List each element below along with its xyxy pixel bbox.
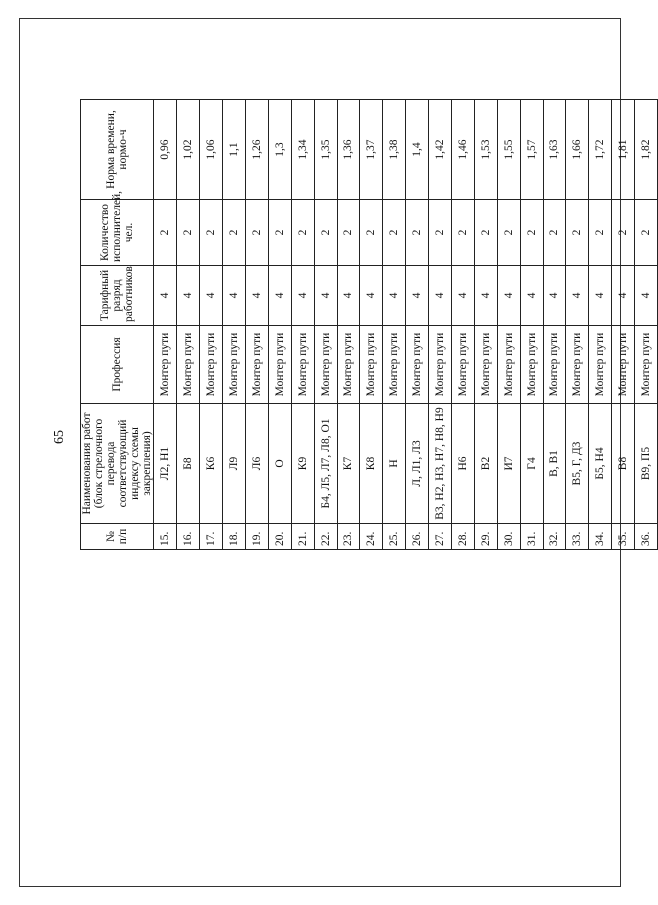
grade-cell: 4 [291, 266, 314, 326]
row-number-cell: 36. [635, 524, 658, 550]
work-name-cell: И7 [497, 404, 520, 524]
workers-cell: 2 [291, 200, 314, 266]
norm-time-cell: 1,57 [520, 100, 543, 200]
profession-cell: Монтер пути [451, 326, 474, 404]
row-number-cell: 32. [543, 524, 566, 550]
norms-table [80, 99, 658, 550]
row-number-cell: 34. [589, 524, 612, 550]
table-row [474, 100, 497, 550]
profession-cell: Монтер пути [245, 326, 268, 404]
norm-time-cell: 1,34 [291, 100, 314, 200]
norm-time-cell: 1,26 [245, 100, 268, 200]
workers-cell: 2 [177, 200, 200, 266]
profession-cell: Монтер пути [543, 326, 566, 404]
norm-time-cell: 1,38 [383, 100, 406, 200]
workers-cell: 2 [406, 200, 429, 266]
work-name-cell: В2 [474, 404, 497, 524]
table-row [268, 100, 291, 550]
grade-cell: 4 [589, 266, 612, 326]
workers-cell: 2 [360, 200, 383, 266]
workers-cell: 2 [589, 200, 612, 266]
grade-cell: 4 [314, 266, 337, 326]
profession-cell: Монтер пути [154, 326, 177, 404]
profession-cell: Монтер пути [200, 326, 223, 404]
header-grade: Тарифный разряд работников [81, 266, 154, 326]
table-row [635, 100, 658, 550]
norms-table-container [80, 100, 658, 550]
work-name-cell: Н [383, 404, 406, 524]
table-row [245, 100, 268, 550]
norm-time-cell: 1,46 [451, 100, 474, 200]
profession-cell: Монтер пути [291, 326, 314, 404]
table-row [200, 100, 223, 550]
norm-time-cell: 0,96 [154, 100, 177, 200]
workers-cell: 2 [566, 200, 589, 266]
grade-cell: 4 [200, 266, 223, 326]
table-row [360, 100, 383, 550]
table-row [383, 100, 406, 550]
profession-cell: Монтер пути [566, 326, 589, 404]
workers-cell: 2 [314, 200, 337, 266]
grade-cell: 4 [337, 266, 360, 326]
workers-cell: 2 [474, 200, 497, 266]
norm-time-cell: 1,02 [177, 100, 200, 200]
profession-cell: Монтер пути [612, 326, 635, 404]
work-name-cell: К8 [360, 404, 383, 524]
table-header-row [81, 100, 154, 550]
work-name-cell: Б8 [177, 404, 200, 524]
grade-cell: 4 [429, 266, 452, 326]
grade-cell: 4 [177, 266, 200, 326]
norm-time-cell: 1,35 [314, 100, 337, 200]
header-workers: Количество исполнителей, чел. [81, 200, 154, 266]
work-name-cell: Л9 [223, 404, 246, 524]
norm-time-cell: 1,55 [497, 100, 520, 200]
header-profession: Профессия [81, 326, 154, 404]
norm-time-cell: 1,06 [200, 100, 223, 200]
norm-time-cell: 1,81 [612, 100, 635, 200]
profession-cell: Монтер пути [177, 326, 200, 404]
work-name-cell: Н6 [451, 404, 474, 524]
table-row [520, 100, 543, 550]
grade-cell: 4 [497, 266, 520, 326]
row-number-cell: 19. [245, 524, 268, 550]
work-name-cell: К6 [200, 404, 223, 524]
work-name-cell: В, В1 [543, 404, 566, 524]
workers-cell: 2 [200, 200, 223, 266]
norm-time-cell: 1,72 [589, 100, 612, 200]
table-row [406, 100, 429, 550]
table-row [154, 100, 177, 550]
grade-cell: 4 [543, 266, 566, 326]
norm-time-cell: 1,66 [566, 100, 589, 200]
work-name-cell: Л2, Н1 [154, 404, 177, 524]
row-number-cell: 20. [268, 524, 291, 550]
profession-cell: Монтер пути [589, 326, 612, 404]
workers-cell: 2 [268, 200, 291, 266]
grade-cell: 4 [566, 266, 589, 326]
norm-time-cell: 1,4 [406, 100, 429, 200]
table-row [314, 100, 337, 550]
profession-cell: Монтер пути [474, 326, 497, 404]
row-number-cell: 22. [314, 524, 337, 550]
grade-cell: 4 [360, 266, 383, 326]
header-num: № п/п [81, 524, 154, 550]
grade-cell: 4 [612, 266, 635, 326]
grade-cell: 4 [406, 266, 429, 326]
row-number-cell: 31. [520, 524, 543, 550]
row-number-cell: 24. [360, 524, 383, 550]
workers-cell: 2 [543, 200, 566, 266]
row-number-cell: 29. [474, 524, 497, 550]
profession-cell: Монтер пути [314, 326, 337, 404]
norm-time-cell: 1,42 [429, 100, 452, 200]
profession-cell: Монтер пути [383, 326, 406, 404]
page-number: 65 [52, 430, 67, 444]
table-row [451, 100, 474, 550]
norm-time-cell: 1,1 [223, 100, 246, 200]
table-row [223, 100, 246, 550]
table-row [291, 100, 314, 550]
table-row [337, 100, 360, 550]
table-row [612, 100, 635, 550]
row-number-cell: 18. [223, 524, 246, 550]
work-name-cell: К9 [291, 404, 314, 524]
grade-cell: 4 [223, 266, 246, 326]
profession-cell: Монтер пути [635, 326, 658, 404]
workers-cell: 2 [520, 200, 543, 266]
profession-cell: Монтер пути [223, 326, 246, 404]
workers-cell: 2 [337, 200, 360, 266]
profession-cell: Монтер пути [406, 326, 429, 404]
grade-cell: 4 [154, 266, 177, 326]
workers-cell: 2 [245, 200, 268, 266]
profession-cell: Монтер пути [337, 326, 360, 404]
norm-time-cell: 1,3 [268, 100, 291, 200]
table-row [566, 100, 589, 550]
row-number-cell: 16. [177, 524, 200, 550]
grade-cell: 4 [245, 266, 268, 326]
work-name-cell: В5, Г, Д3 [566, 404, 589, 524]
workers-cell: 2 [429, 200, 452, 266]
workers-cell: 2 [612, 200, 635, 266]
row-number-cell: 15. [154, 524, 177, 550]
norm-time-cell: 1,53 [474, 100, 497, 200]
work-name-cell: Б5, Н4 [589, 404, 612, 524]
profession-cell: Монтер пути [520, 326, 543, 404]
work-name-cell: Г4 [520, 404, 543, 524]
row-number-cell: 25. [383, 524, 406, 550]
row-number-cell: 28. [451, 524, 474, 550]
table-row [589, 100, 612, 550]
grade-cell: 4 [383, 266, 406, 326]
work-name-cell: В8 [612, 404, 635, 524]
norm-time-cell: 1,36 [337, 100, 360, 200]
row-number-cell: 35. [612, 524, 635, 550]
header-work: Наименования работ (блок стрелочного перевода соответствующий индексу схемы закрепления) [81, 404, 154, 524]
work-name-cell: Л, Л1, Л3 [406, 404, 429, 524]
table-row [497, 100, 520, 550]
table-body [154, 100, 658, 550]
row-number-cell: 21. [291, 524, 314, 550]
row-number-cell: 30. [497, 524, 520, 550]
row-number-cell: 17. [200, 524, 223, 550]
profession-cell: Монтер пути [429, 326, 452, 404]
norm-time-cell: 1,82 [635, 100, 658, 200]
workers-cell: 2 [451, 200, 474, 266]
norm-time-cell: 1,63 [543, 100, 566, 200]
profession-cell: Монтер пути [497, 326, 520, 404]
row-number-cell: 23. [337, 524, 360, 550]
row-number-cell: 27. [429, 524, 452, 550]
table-row [543, 100, 566, 550]
table-row [429, 100, 452, 550]
work-name-cell: К7 [337, 404, 360, 524]
grade-cell: 4 [268, 266, 291, 326]
header-norm: Норма времени, нормо-ч [81, 100, 154, 200]
work-name-cell: В3, Н2, Н3, Н7, Н8, Н9 [429, 404, 452, 524]
grade-cell: 4 [451, 266, 474, 326]
work-name-cell: Л6 [245, 404, 268, 524]
row-number-cell: 26. [406, 524, 429, 550]
workers-cell: 2 [635, 200, 658, 266]
work-name-cell: В9, П5 [635, 404, 658, 524]
workers-cell: 2 [223, 200, 246, 266]
workers-cell: 2 [154, 200, 177, 266]
workers-cell: 2 [497, 200, 520, 266]
norm-time-cell: 1,37 [360, 100, 383, 200]
work-name-cell: Б4, Л5, Л7, Л8, О1 [314, 404, 337, 524]
table-row [177, 100, 200, 550]
workers-cell: 2 [383, 200, 406, 266]
profession-cell: Монтер пути [268, 326, 291, 404]
row-number-cell: 33. [566, 524, 589, 550]
work-name-cell: О [268, 404, 291, 524]
grade-cell: 4 [520, 266, 543, 326]
grade-cell: 4 [635, 266, 658, 326]
grade-cell: 4 [474, 266, 497, 326]
profession-cell: Монтер пути [360, 326, 383, 404]
